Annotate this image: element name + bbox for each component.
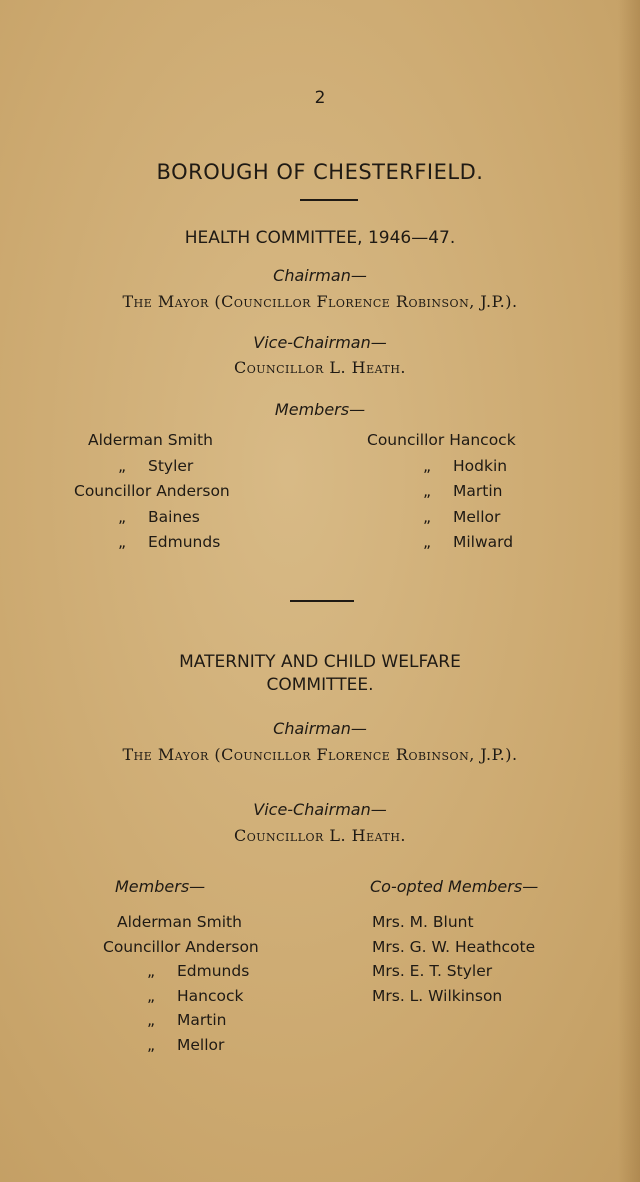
divider-rule [290,600,354,602]
health-chairman-label: Chairman— [273,266,367,285]
list-item: „ Baines [118,507,200,526]
maternity-chairman: The Mayor (Councillor Florence Robinson, J.P.). [122,745,518,764]
list-item: Mrs. M. Blunt [372,913,474,931]
list-item: „ Styler [118,456,194,475]
list-item: Alderman Smith [117,913,242,931]
health-members-label: Members— [274,400,366,419]
maternity-vice-chairman-label: Vice-Chairman— [253,800,387,819]
maternity-members-list [103,913,259,1060]
borough-title: BOROUGH OF CHESTERFIELD. [156,160,484,184]
maternity-vice-chairman: Councillor L. Heath. [233,826,407,845]
health-chairman: The Mayor (Councillor Florence Robinson, J.P.). [122,292,518,311]
maternity-members-label: Members— [115,877,206,896]
list-item: Mrs. G. W. Heathcote [372,937,536,956]
maternity-chairman-label: Chairman— [273,719,367,738]
list-item: „ Mellor [147,1035,225,1054]
list-item: Councillor Anderson [74,482,230,500]
list-item: „ Hancock [147,986,244,1005]
health-members-left [74,431,230,559]
maternity-committee-title-line1: MATERNITY AND CHILD WELFARE [179,652,461,672]
list-item: „ Edmunds [118,533,221,551]
health-committee-title: HEALTH COMMITTEE, 1946—47. [184,228,456,248]
list-item: „ Milward [423,533,514,551]
list-item: „ Martin [147,1011,227,1029]
list-item: Councillor Anderson [103,937,259,956]
page-number: 2 [314,88,326,108]
list-item: Mrs. L. Wilkinson [372,986,503,1005]
list-item: „ Edmunds [147,962,250,980]
maternity-coopted-list [372,913,535,1011]
list-item: Councillor Hancock [367,431,516,449]
list-item: „ Mellor [423,507,501,526]
health-vice-chairman-label: Vice-Chairman— [253,333,387,352]
list-item: „ Martin [423,482,503,500]
divider-rule [300,199,358,201]
list-item: Alderman Smith [88,431,213,449]
maternity-committee-title-line2: COMMITTEE. [266,675,374,695]
list-item: „ Hodkin [423,456,508,475]
health-members-right [367,431,516,559]
health-vice-chairman: Councillor L. Heath. [233,358,407,377]
maternity-coopted-label: Co-opted Members— [370,877,539,896]
list-item: Mrs. E. T. Styler [372,962,493,980]
